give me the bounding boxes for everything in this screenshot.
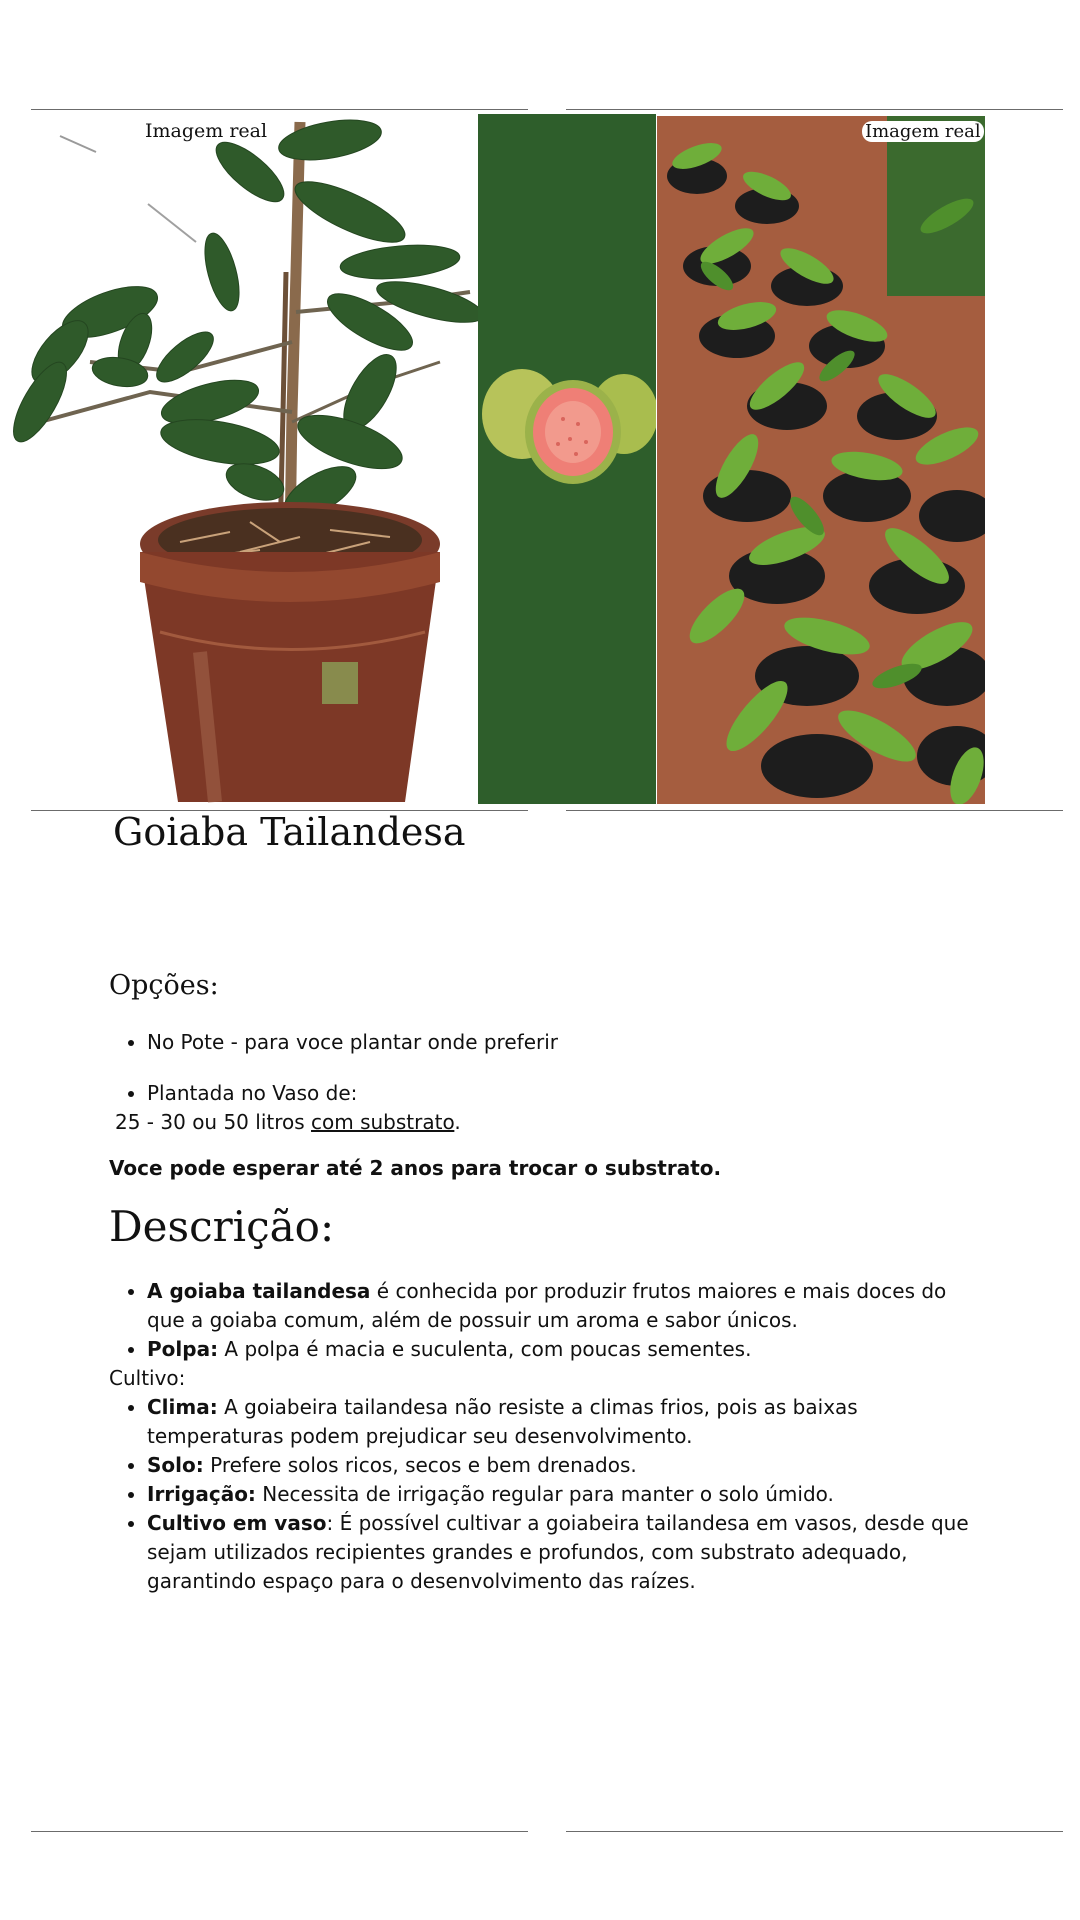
cultivo-item-text: A goiabeira tailandesa não resiste a climas frios, pois as baixas temperaturas podem prejudicar seu desenvolvimento.	[147, 1395, 858, 1448]
cultivo-item-vaso	[147, 1509, 989, 1596]
option-item-pot: • No Pote - para voce plantar onde preferir	[147, 1028, 989, 1057]
substrate-note: Voce pode esperar até 2 anos para trocar o substrato.	[109, 1156, 722, 1180]
substrate-link[interactable]: com substrato	[311, 1110, 455, 1134]
vase-sizes-suffix: .	[454, 1110, 461, 1134]
bottom-divider-right	[566, 1831, 1063, 1832]
cultivo-item-clima	[147, 1393, 989, 1451]
cultivo-item-label: Solo:	[147, 1453, 204, 1477]
cultivo-item-text: Necessita de irrigação regular para manter o solo úmido.	[255, 1482, 834, 1506]
potted-plant-image	[0, 112, 478, 804]
description-item-text: A polpa é macia e suculenta, com poucas sementes.	[218, 1337, 752, 1361]
product-title: Goiaba Tailandesa	[113, 810, 466, 854]
description-item-goiaba	[147, 1277, 989, 1335]
cultivo-label: Cultivo:	[109, 1366, 186, 1390]
cultivo-item-text: Prefere solos ricos, secos e bem drenados.	[203, 1453, 637, 1477]
description-heading: Descrição:	[109, 1202, 335, 1251]
description-item-polpa	[147, 1335, 989, 1364]
real-image-caption-right: Imagem real	[862, 121, 984, 142]
options-heading: Opções:	[109, 970, 219, 1001]
description-item-label: Polpa:	[147, 1337, 219, 1361]
option-item-vase: • Plantada no Vaso de:	[147, 1079, 989, 1108]
description-item-text: é conhecida por produzir frutos maiores e mais doces do que a goiaba comum, além de possuir um aroma e sabor únicos.	[147, 1279, 947, 1332]
options-list	[109, 1028, 989, 1137]
cultivo-item-solo	[147, 1451, 989, 1480]
guava-fruit-image	[478, 114, 656, 804]
description-item-label: A goiaba tailandesa	[147, 1279, 371, 1303]
vase-sizes	[109, 1108, 989, 1137]
cultivo-item-irrigacao	[147, 1480, 989, 1509]
bottom-divider-left	[31, 1831, 528, 1832]
top-divider-right	[566, 109, 1063, 110]
cultivo-item-label: Clima:	[147, 1395, 218, 1419]
cultivo-item-text: : É possível cultivar a goiabeira tailandesa em vasos, desde que sejam utilizados recipientes grandes e profundos, com substrato adequado, garantindo espaço para o desenvolvimento das raízes.	[147, 1511, 969, 1593]
vase-sizes-text: 25 - 30 ou 50 litros	[115, 1110, 312, 1134]
nursery-seedlings-image	[657, 116, 985, 804]
cultivo-item-label: Cultivo em vaso	[147, 1511, 327, 1535]
real-image-caption-left: Imagem real	[145, 120, 268, 142]
description-body	[109, 1277, 989, 1596]
mid-divider-right	[566, 810, 1063, 811]
top-divider-left	[31, 109, 528, 110]
cultivo-item-label: Irrigação:	[147, 1482, 256, 1506]
